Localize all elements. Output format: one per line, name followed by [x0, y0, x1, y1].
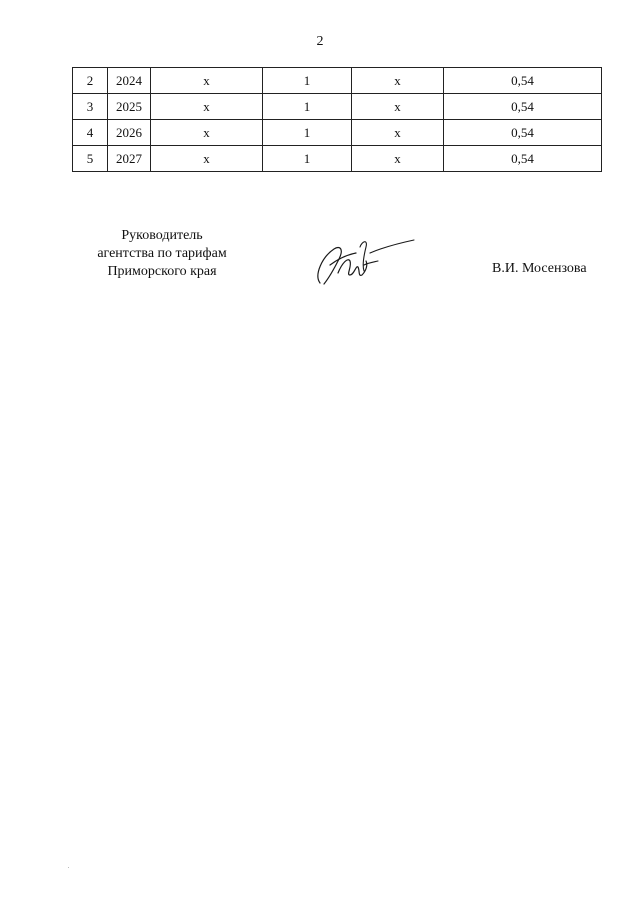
signatory-title: [62, 227, 262, 281]
signatory-title-line: агентства по тарифам: [97, 246, 227, 261]
tariff-table: [72, 67, 602, 172]
year-cell: 2025: [108, 94, 151, 120]
table-row: [73, 68, 602, 94]
value-cell: х: [352, 146, 444, 172]
value-cell: х: [352, 94, 444, 120]
rate-cell: 0,54: [444, 68, 602, 94]
value-cell: х: [352, 68, 444, 94]
value-cell: 1: [263, 68, 352, 94]
rate-cell: 0,54: [444, 94, 602, 120]
value-cell: х: [151, 120, 263, 146]
signer-name: В.И. Мосензова: [492, 261, 587, 276]
value-cell: х: [352, 120, 444, 146]
row-number-cell: 3: [73, 94, 108, 120]
row-number-cell: 5: [73, 146, 108, 172]
year-cell: 2026: [108, 120, 151, 146]
signatory-title-line: Руководитель: [121, 228, 203, 243]
page-number: 2: [316, 34, 324, 49]
value-cell: 1: [263, 120, 352, 146]
table-row: [73, 146, 602, 172]
rate-cell: 0,54: [444, 120, 602, 146]
year-cell: 2024: [108, 68, 151, 94]
year-cell: 2027: [108, 146, 151, 172]
scan-speck: [68, 867, 69, 868]
value-cell: х: [151, 68, 263, 94]
value-cell: 1: [263, 146, 352, 172]
table-row: [73, 94, 602, 120]
value-cell: 1: [263, 94, 352, 120]
rate-cell: 0,54: [444, 146, 602, 172]
handwritten-signature-icon: [312, 235, 422, 290]
row-number-cell: 2: [73, 68, 108, 94]
table-row: [73, 120, 602, 146]
row-number-cell: 4: [73, 120, 108, 146]
value-cell: х: [151, 146, 263, 172]
signatory-title-line: Приморского края: [107, 264, 217, 279]
value-cell: х: [151, 94, 263, 120]
